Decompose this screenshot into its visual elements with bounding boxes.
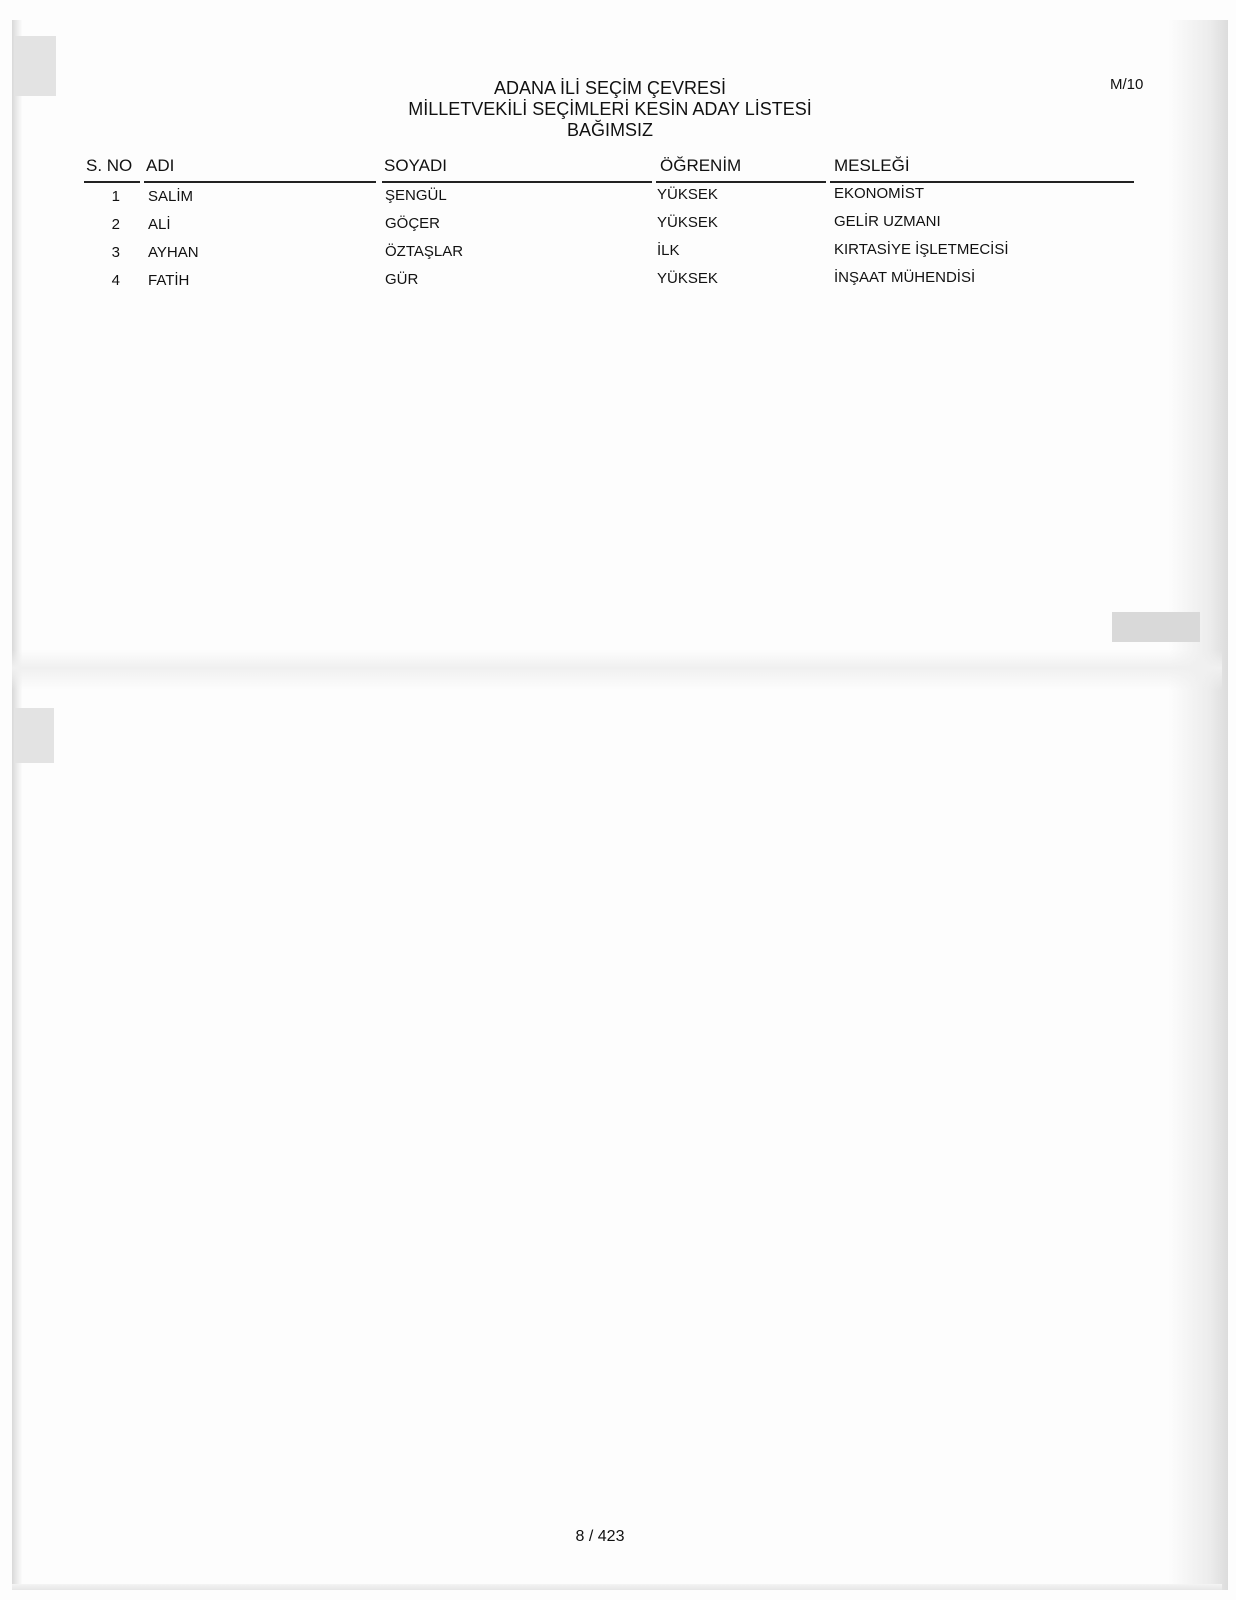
header-party: BAĞIMSIZ — [566, 120, 653, 140]
scan-edge-right — [1168, 20, 1228, 1590]
cell-name: ALİ — [148, 216, 171, 233]
header-underline — [144, 181, 376, 183]
page-number: 8 / 423 — [575, 1528, 625, 1545]
cell-no: 2 — [111, 216, 120, 233]
header-constituency: ADANA İLİ SEÇİM ÇEVRESİ — [493, 78, 727, 98]
page-code: M/10 — [1110, 76, 1144, 93]
cell-no: 1 — [111, 188, 120, 205]
scan-mark — [1112, 612, 1200, 642]
cell-education: YÜKSEK — [657, 186, 718, 203]
cell-profession: İNŞAAT MÜHENDİSİ — [834, 269, 976, 286]
column-header-education: ÖĞRENİM — [660, 156, 742, 175]
column-header-surname: SOYADI — [384, 156, 447, 175]
header-underline — [656, 181, 826, 183]
scan-edge-bottom — [12, 1584, 1222, 1590]
scan-band — [12, 650, 1222, 690]
cell-profession: KIRTASİYE İŞLETMECİSİ — [834, 241, 1009, 258]
header-title: MİLLETVEKİLİ SEÇİMLERİ KESİN ADAY LİSTESİ — [408, 99, 812, 119]
column-header-profession: MESLEĞİ — [834, 156, 910, 175]
cell-profession: EKONOMİST — [834, 185, 925, 202]
cell-education: İLK — [657, 242, 680, 259]
scan-mark — [14, 36, 56, 96]
cell-surname: ÖZTAŞLAR — [385, 243, 464, 260]
cell-education: YÜKSEK — [657, 270, 718, 287]
header-underline — [84, 181, 140, 183]
cell-profession: GELİR UZMANI — [834, 213, 941, 230]
header-underline — [830, 181, 1134, 183]
cell-surname: GÜR — [385, 271, 419, 288]
header-underline — [382, 181, 652, 183]
cell-name: SALİM — [148, 188, 194, 205]
cell-name: AYHAN — [148, 244, 199, 261]
column-header-name: ADI — [146, 156, 175, 175]
cell-name: FATİH — [148, 272, 190, 289]
cell-surname: ŞENGÜL — [385, 187, 447, 204]
document-header — [300, 78, 920, 141]
scan-edge-left — [12, 20, 22, 1585]
cell-surname: GÖÇER — [385, 215, 441, 232]
column-header-no: S. NO — [86, 156, 133, 175]
scan-mark — [14, 708, 54, 763]
cell-no: 3 — [111, 244, 120, 261]
cell-no: 4 — [111, 272, 120, 289]
cell-education: YÜKSEK — [657, 214, 718, 231]
